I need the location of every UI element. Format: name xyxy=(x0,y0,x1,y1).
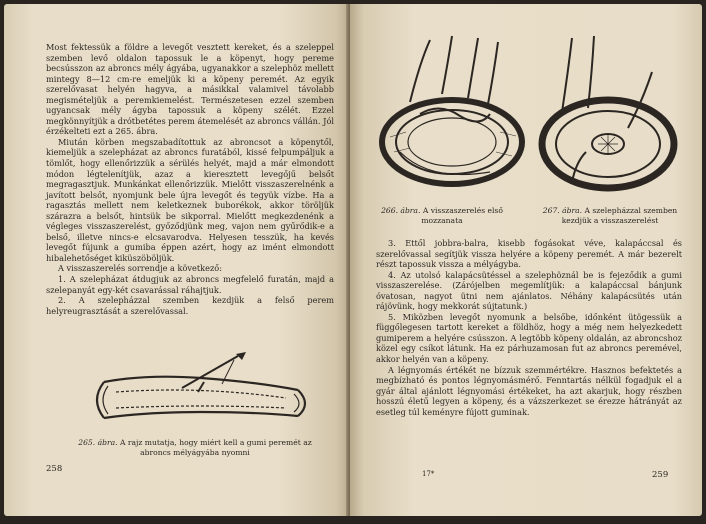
figure-267-text: A szelepházzal szemben kezdjük a visszaszerelést xyxy=(561,206,678,225)
right-paragraph-2: 4. Az utolsó kalapácsütéssel a szelephöznál be is fejeződik a gumi visszaszerelése. (Zárójelben megemlítjük: a kalapáccsal bánjunk óvatosan, nagyot ütni nem ajánlatos. Néhány kalapácsütés után rájövünk, hogy mekkorát sújtatunk.) xyxy=(376,269,682,312)
figure-265-label: 265. ábra. xyxy=(78,438,118,447)
left-body-text xyxy=(46,42,334,316)
left-paragraph-4: 1. A szelepházat átdugjuk az abroncs megfelelő furatán, majd a szelepanyát egy-két csavarással ráhajtjuk. xyxy=(46,274,334,295)
right-paragraph-1: 3. Ettől jobbra-balra, kisebb fogásokat véve, kalapáccsal és szerelővassal segítjük vissza helyére a köpeny peremét. A már bezerelt részt tapossuk vissza a mélyágyba. xyxy=(376,238,682,270)
left-paragraph-2: Miután körben megszabadítottuk az abroncsot a köpenytől, kiemeljük a szelepházat az abroncs furatából, kissé felpumpáljuk a tömlőt, hogy ellenőrizzük a sérülés helyét, majd a már elmondott módon légtelenítjük, azaz a kieresztett levegőjű belsőt megragasztjuk. Munkánkat ellenőrizzük. Mielőtt visszaszerelnénk a javított belsőt, nyomjunk bele újra levegőt és tegyük vízbe. Ha a ragasztás mellett nem keletkeznek buborékok, akkor töröljük szárazra a belsőt, hintsük be sikporral. Mielőtt megkezdenénk a végleges visszaszerelést, győződjünk meg, vajon nem gyűrődik-e a belső, illetve nincs-e elcsavarodva. Helyesen tesszük, ha kevés levegőt fújunk a gumiba éppen azért, hogy az imént elmondott hibalehetőséget kiküszöböljük. xyxy=(46,136,334,263)
figure-266-label: 266. ábra. xyxy=(381,206,421,215)
figure-265-caption xyxy=(70,438,320,457)
figure-267-caption xyxy=(530,206,690,225)
right-page-number: 259 xyxy=(652,470,669,480)
figure-267-label: 267. ábra. xyxy=(542,206,583,215)
figure-266-text: A visszaszerelés első mozzanata xyxy=(421,206,503,225)
left-page xyxy=(4,4,350,516)
figure-265-text: A rajz mutatja, hogy miért kell a gumi peremét az abroncs mélyágyába nyomni xyxy=(119,438,312,457)
right-paragraph-4: A légnyomás értékét ne bízzuk szemmértékre. Hasznos befektetés a megbízható és pontos légnyomásmérő. Fenntartás nélkül fogadjuk el a gyár által ajánlott légnyomási értékeket, ha azt akarjuk, hogy részben hosszú életű legyen a köpeny, és a vázszerkezet se érezze hátrányát az esetleg túl keményre fújott guminak. xyxy=(376,364,682,417)
figure-266-drawing xyxy=(370,32,530,202)
left-page-number: 258 xyxy=(46,464,63,474)
figure-265-drawing xyxy=(86,352,316,432)
left-paragraph-3: A visszaszerelés sorrendje a következő: xyxy=(58,263,222,274)
right-page xyxy=(350,4,702,516)
right-paragraph-3: 5. Miközben levegőt nyomunk a belsőbe, időnként ütögessük a függőlegesen tartott kereket a földhöz, hogy a még nem helyezkedett gumiperem a helyére csússzon. A legtöbb köpeny oldalán, az abroncshoz közel egy csíkot látunk. Ha ez párhuzamosan fut az abroncs peremével, akkor helyén van a köpeny. xyxy=(376,311,682,365)
figure-267-drawing xyxy=(532,32,682,202)
left-paragraph-5: 2. A szelepházzal szemben kezdjük a felső perem helyreugrasztását a szerelővassal. xyxy=(46,295,334,316)
right-footer-mark: 17* xyxy=(422,470,435,478)
left-paragraph-1: Most fektessük a földre a levegőt vesztett kereket, és a szeleppel szemben levő oldalon tapossuk le a köpenyt, hogy pereme becsússzon az abroncs mély ágyába, ugyanakkor a szelephöz mellett mintegy 8—12 cm-re emeljük ki a köpeny peremét. Az egyik szerelővasat helyén hagyva, a másikkal valamivel távolabb megismételjük a peremkiemelést. Természetesen ezzel szemben ugyancsak mély ágyba tapossuk a köpeny szélét. Ezzel megkönnyítjük a drótbetétes perem átemelését az abroncs vállán. Jól érzékelteti ezt a 265. ábra. xyxy=(46,42,334,137)
right-body-text xyxy=(376,238,682,417)
figure-266-caption xyxy=(372,206,512,225)
